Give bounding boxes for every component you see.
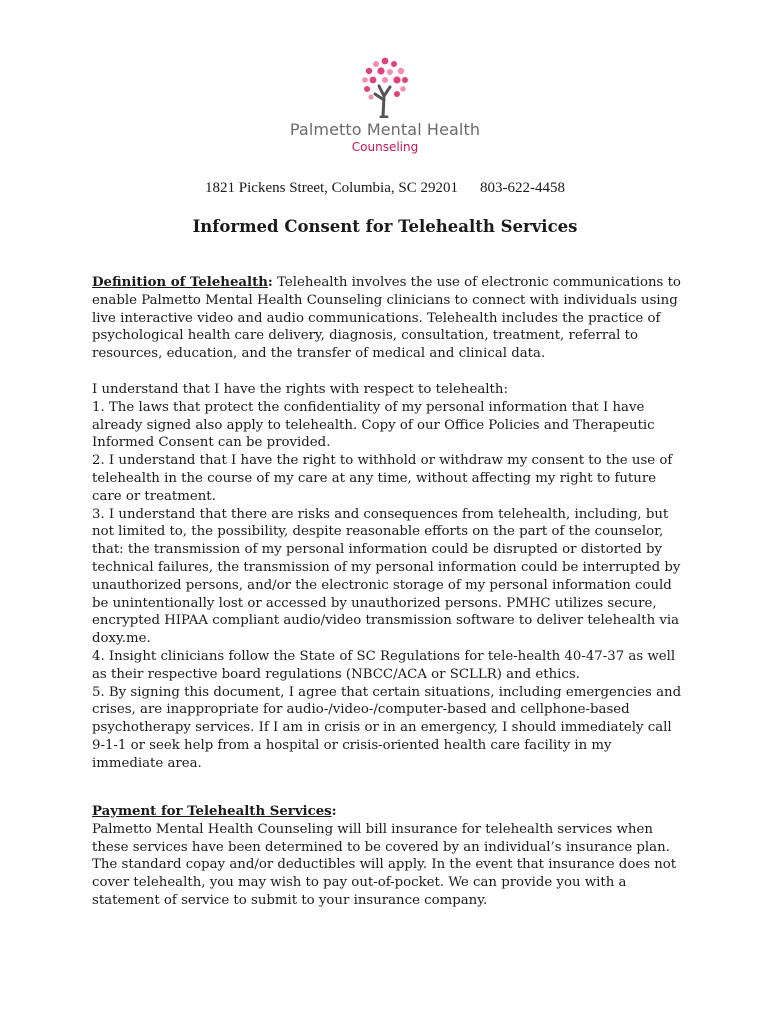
rights-intro: I understand that I have the rights with respect to telehealth: [92,382,508,397]
payment-colon: : [331,804,337,819]
brand-subtitle: Counseling [351,140,419,154]
document-title: Informed Consent for Telehealth Services [192,217,578,236]
payment-section [92,803,684,910]
phone: 803-622-4458 [479,180,565,196]
brand-name: Palmetto Mental Health [289,120,481,139]
definition-colon: : [267,275,273,290]
definition-heading: Definition of Telehealth [92,275,268,290]
definition-text: Telehealth involves the use of electronic communications to enable Palmetto Mental Health Counseling clinicians to connect with individuals using live interactive video and audio communications. Telehealth includes the practice of psychological health care delivery, diagnosis, consultation, treatment, referral to resources, education, and the transfer of medical and clinical data. [92,275,681,362]
logo [0,56,770,154]
definition-section [92,274,684,363]
tree-logo-icon [357,56,413,118]
address: 1821 Pickens Street, Columbia, SC 29201 [205,180,458,196]
rights-section [92,381,684,773]
rights-item: 3. I understand that there are risks and consequences from telehealth, including, but not limited to, the possibility, despite reasonable efforts on the part of the counselor, that: the transmission of my personal information could be disrupted or distorted by technical failures, the transmission of my personal information could be interrupted by unauthorized persons, and/or the electronic storage of my personal information could be unintentionally lost or accessed by unauthorized persons. PMHC utilizes secure, encrypted HIPAA compliant audio/video transmission software to deliver telehealth via doxy.me. [92,506,681,647]
rights-item: 2. I understand that I have the right to withhold or withdraw my consent to the use of telehealth in the course of my care at any time, without affecting my right to future care or treatment. [92,453,673,504]
contact-line [0,180,770,197]
payment-heading: Payment for Telehealth Services [92,804,332,819]
rights-item: 5. By signing this document, I agree that certain situations, including emergencies and crises, are inappropriate for audio-/video-/computer-based and cellphone-based psychotherapy services. If I am in crisis or in an emergency, I should immediately call 9-1-1 or seek help from a hospital or crisis-oriented health care facility in my immediate area. [92,684,682,771]
rights-item: 1. The laws that protect the confidentiality of my personal information that I have already signed also apply to telehealth. Copy of our Office Policies and Therapeutic Informed Consent can be provided. [92,399,655,451]
payment-text: Palmetto Mental Health Counseling will bill insurance for telehealth services when these services have been determined to be covered by an individual’s insurance plan. The standard copay and/or deductibles will apply. In the event that insurance does not cover telehealth, you may wish to pay out-of-pocket. We can provide you with a statement of service to submit to your insurance company. [92,821,677,908]
rights-item: 4. Insight clinicians follow the State of SC Regulations for tele-health 40-47-37 as well as their respective board regulations (NBCC/ACA or SCLLR) and ethics. [92,648,676,682]
